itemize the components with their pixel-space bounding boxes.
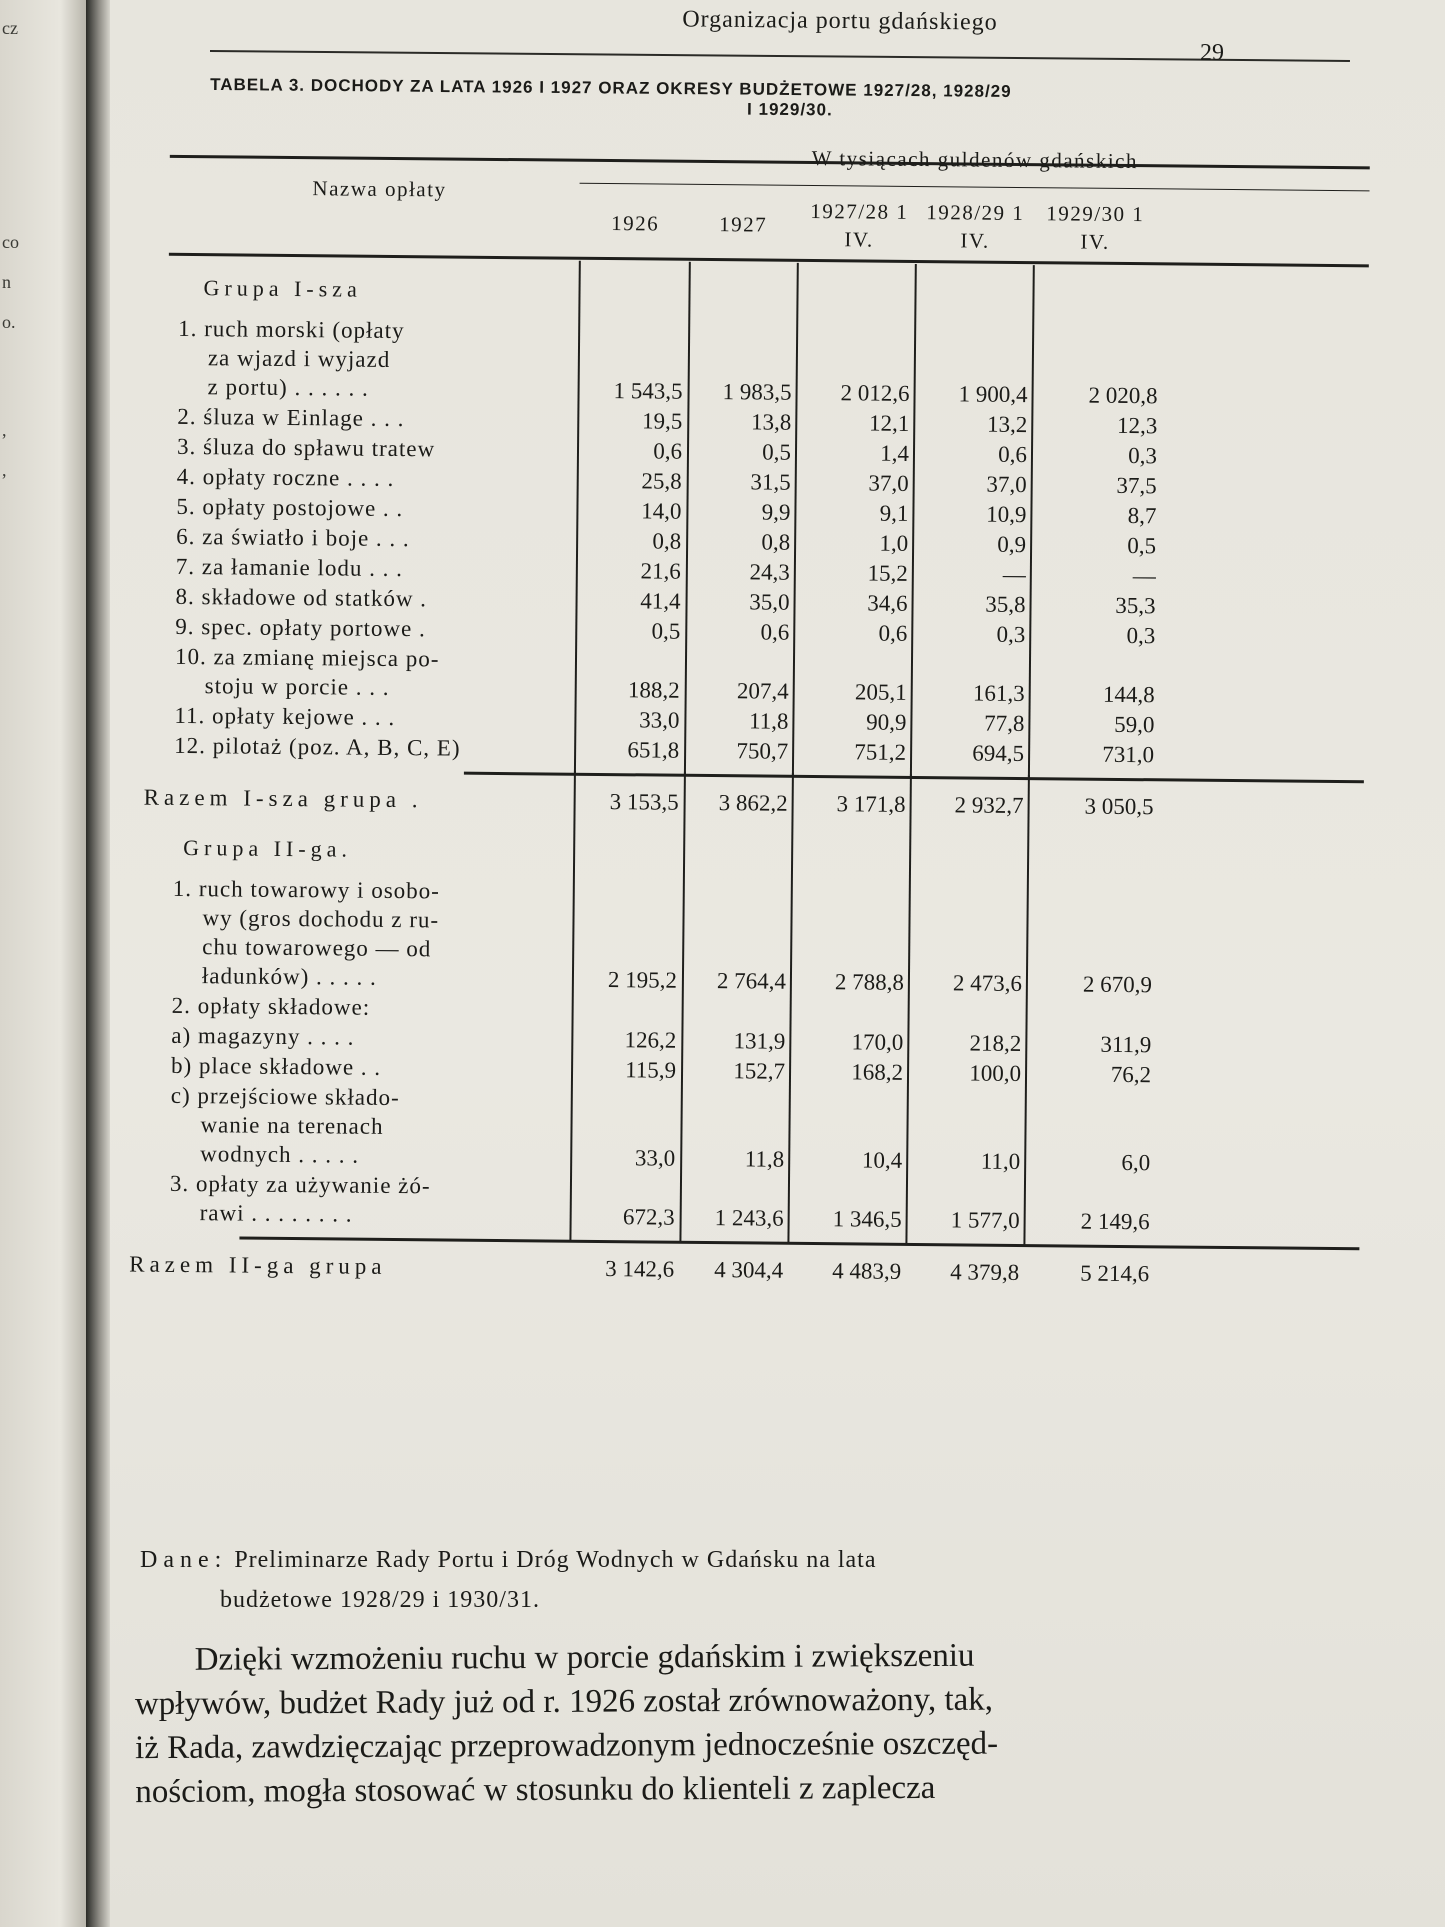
value-cell: 131,9: [733, 1028, 786, 1054]
row-label: 7. za łamanie lodu . . .: [175, 553, 404, 582]
source-label: Dane:: [140, 1547, 228, 1573]
value-cell: 11,0: [980, 1148, 1021, 1175]
value-cell: 10,9: [986, 501, 1027, 528]
value-cell: 1 983,5: [722, 379, 792, 405]
row-label: wanie na terenach: [200, 1112, 384, 1139]
value-cell: 90,9: [866, 709, 907, 735]
group1-total-value: 3 171,8: [836, 791, 906, 817]
row-label: 9. spec. opłaty portowe .: [175, 613, 426, 642]
group-title: Grupa I-sza: [203, 275, 362, 302]
row-label: za wjazd i wyjazd: [207, 345, 391, 372]
group-title: Grupa II-ga.: [183, 834, 353, 862]
group2-total-label: Razem II-ga grupa: [129, 1251, 387, 1279]
caption-line-2: I 1929/30.: [747, 99, 833, 120]
value-cell: 37,0: [986, 471, 1027, 498]
body-line: wpływów, budżet Rady już od r. 1926 został zrównoważony, tak,: [134, 1681, 994, 1723]
row-label: ładunków) . . . . .: [201, 963, 377, 990]
group2-total-value: 4 483,9: [832, 1258, 902, 1284]
row-label: z portu) . . . . . .: [207, 374, 369, 401]
row-label: 2. opłaty składowe:: [171, 992, 371, 1020]
value-cell: 750,7: [736, 738, 789, 764]
value-cell: 168,2: [851, 1059, 904, 1085]
group2-total-value: 4 379,8: [950, 1259, 1020, 1286]
value-cell: 694,5: [972, 740, 1025, 767]
value-cell: 207,4: [736, 678, 789, 704]
value-cell: 170,0: [851, 1029, 904, 1055]
value-cell: 1 900,4: [958, 381, 1028, 408]
row-label: a) magazyny . . . .: [171, 1022, 355, 1050]
value-cell: 2 788,8: [834, 969, 905, 995]
column-rule: [569, 771, 576, 1242]
row-label: 4. opłaty roczne . . . .: [176, 463, 395, 491]
value-cell: 12,3: [1116, 412, 1158, 439]
value-cell: 34,6: [867, 590, 908, 616]
left-page-fragment: ,: [2, 460, 7, 480]
caption-line-1: TABELA 3. DOCHODY ZA LATA 1926 I 1927 ORAZ OKRESY BUDŻETOWE 1927/28, 1928/29: [210, 74, 1012, 101]
head-rule: [210, 50, 1350, 62]
value-cell: 31,5: [750, 469, 791, 495]
group1-total-value: 3 862,2: [718, 790, 788, 816]
value-cell: 37,0: [868, 470, 909, 496]
header-bottom-rule: [169, 253, 1369, 268]
row-label: 8. składowe od statków .: [175, 583, 428, 612]
group1-total-value: 3 050,5: [1084, 793, 1154, 820]
source-line-1: Preliminarze Rady Portu i Dróg Wodnych w Gdańsku na lata: [234, 1547, 877, 1573]
body-line: nościom, mogła stosować w stosunku do klienteli z zaplecza: [135, 1769, 936, 1811]
value-cell: 25,8: [641, 468, 682, 494]
value-cell: 2 149,6: [1080, 1208, 1150, 1235]
header-col-1928-29: 1928/29 1 IV.: [926, 200, 1025, 253]
value-cell: 0,6: [998, 441, 1028, 468]
header-col-1927-28: 1927/28 1 IV.: [810, 198, 909, 252]
value-cell: 14,0: [641, 498, 682, 524]
value-cell: 24,3: [749, 559, 790, 585]
value-cell: 1,0: [879, 530, 909, 556]
book-page: [110, 0, 1445, 1927]
value-cell: —: [1002, 561, 1026, 588]
value-cell: 19,5: [641, 408, 683, 434]
value-cell: 76,2: [1110, 1061, 1152, 1088]
body-line: iż Rada, zawdzięczając przeprowadzonym jednocześnie oszczęd-: [135, 1725, 999, 1767]
value-cell: 152,7: [733, 1058, 786, 1084]
value-cell: 8,7: [1127, 503, 1157, 529]
value-cell: 59,0: [1114, 711, 1155, 738]
value-cell: 2 473,6: [952, 970, 1023, 997]
row-label: 5. opłaty postojowe . .: [176, 493, 404, 522]
group2-total-value: 3 142,6: [605, 1256, 675, 1282]
value-cell: 161,3: [972, 680, 1025, 707]
value-cell: 1 243,6: [714, 1205, 784, 1231]
value-cell: 0,5: [651, 618, 681, 644]
row-label: 3. śluza do spławu tratew: [176, 433, 436, 462]
left-page-fragment: n: [2, 272, 11, 292]
value-cell: 0,9: [997, 531, 1027, 558]
value-cell: 0,6: [760, 619, 790, 645]
row-label: wy (gros dochodu z ru-: [202, 905, 440, 933]
row-label: b) place składowe . .: [170, 1052, 382, 1080]
value-cell: 13,2: [986, 411, 1028, 438]
column-rule: [679, 772, 686, 1243]
group2-total-value: 4 304,4: [714, 1257, 784, 1283]
value-cell: 126,2: [624, 1027, 677, 1053]
row-label: chu towarowego — od: [202, 934, 432, 962]
value-cell: 12,1: [868, 410, 910, 436]
left-page-fragment: cz: [2, 18, 18, 38]
value-cell: 651,8: [627, 737, 680, 763]
value-cell: 11,8: [744, 1146, 785, 1172]
value-cell: 0,3: [1128, 443, 1158, 469]
header-name-col: Nazwa opłaty: [312, 176, 447, 202]
left-page-fragment: o.: [2, 312, 16, 332]
left-page-fragment: co: [2, 232, 19, 252]
value-cell: 751,2: [854, 739, 907, 765]
row-label: 10. za zmianę miejsca po-: [174, 643, 440, 672]
column-rule: [905, 774, 912, 1245]
running-head: Organizacja portu gdańskiego: [682, 6, 998, 36]
table-source-note: [140, 1540, 1320, 1620]
value-cell: 1 346,5: [832, 1206, 902, 1232]
value-cell: 0,8: [761, 529, 791, 555]
header-units: W tysiącach guldenów gdańskich: [811, 145, 1139, 174]
value-cell: 218,2: [969, 1030, 1022, 1057]
value-cell: 0,5: [1127, 533, 1157, 559]
value-cell: 0,6: [878, 620, 908, 646]
left-page-edge: [0, 0, 86, 1927]
group2-total-value: 5 214,6: [1080, 1260, 1150, 1287]
group1-total-label: Razem I-sza grupa .: [143, 784, 423, 813]
value-cell: 672,3: [622, 1204, 675, 1230]
row-label: 6. za światło i boje . . .: [176, 523, 410, 552]
value-cell: 33,0: [634, 1145, 676, 1171]
value-cell: 9,9: [761, 499, 791, 525]
row-label: stoju w porcie . . .: [204, 673, 390, 700]
group1-total-value: 2 932,7: [954, 792, 1024, 819]
header-col-1927: 1927: [719, 212, 768, 237]
value-cell: 311,9: [1100, 1031, 1152, 1058]
value-cell: 144,8: [1102, 681, 1155, 708]
body-line: Dzięki wzmożeniu ruchu w porcie gdańskim i zwiększeniu: [194, 1637, 975, 1678]
header-sub-rule: [580, 183, 1370, 192]
value-cell: 2 012,6: [840, 380, 910, 406]
value-cell: 100,0: [969, 1060, 1022, 1087]
value-cell: 41,4: [640, 588, 681, 614]
left-page-fragment: ,: [2, 420, 7, 440]
value-cell: 2 020,8: [1088, 382, 1158, 409]
value-cell: 10,4: [861, 1147, 903, 1173]
group2-total-rule: [239, 1237, 1359, 1251]
value-cell: —: [1132, 563, 1156, 589]
value-cell: 35,8: [985, 591, 1026, 618]
source-line-2: budżetowe 1928/29 i 1930/31.: [220, 1587, 540, 1613]
value-cell: 2 764,4: [716, 968, 787, 994]
value-cell: 1 543,5: [613, 378, 683, 404]
value-cell: 11,8: [748, 708, 789, 734]
value-cell: 2 670,9: [1082, 971, 1153, 998]
value-cell: 13,8: [750, 409, 792, 435]
value-cell: 15,2: [867, 560, 908, 586]
row-label: 2. śluza w Einlage . . .: [177, 403, 405, 432]
value-cell: 731,0: [1102, 741, 1155, 768]
row-label: 11. opłaty kejowe . . .: [174, 702, 396, 731]
row-label: c) przejściowe składo-: [170, 1082, 400, 1111]
row-label: 1. ruch towarowy i osobo-: [172, 875, 441, 904]
row-label: wodnych . . . . .: [200, 1141, 360, 1168]
page-number: 29: [1200, 40, 1224, 66]
value-cell: 37,5: [1116, 472, 1157, 499]
value-cell: 6,0: [1121, 1149, 1151, 1176]
value-cell: 205,1: [854, 679, 907, 705]
value-cell: 0,3: [1126, 623, 1156, 649]
table-caption: [210, 75, 1370, 125]
revenue-table: [97, 134, 1445, 1547]
value-cell: 0,6: [653, 438, 683, 464]
value-cell: 188,2: [627, 677, 680, 703]
header-col-1929-30: 1929/30 1 IV.: [1046, 201, 1145, 254]
column-rule: [1023, 775, 1030, 1246]
value-cell: 0,5: [762, 439, 792, 465]
row-label: rawi . . . . . . . .: [199, 1200, 353, 1227]
value-cell: 21,6: [640, 558, 681, 584]
value-cell: 77,8: [984, 710, 1025, 737]
body-paragraph: [135, 1632, 1326, 1814]
value-cell: 33,0: [639, 707, 680, 733]
value-cell: 115,9: [625, 1057, 677, 1083]
group1-total-rule: [464, 772, 1364, 784]
value-cell: 35,3: [1115, 592, 1156, 619]
value-cell: 2 195,2: [607, 967, 678, 993]
row-label: 3. opłaty za używanie żó-: [169, 1170, 431, 1199]
value-cell: 9,1: [879, 500, 909, 526]
row-label: 12. pilotaż (poz. A, B, C, E): [174, 732, 461, 761]
value-cell: 1 577,0: [950, 1207, 1020, 1234]
column-rule: [787, 773, 794, 1244]
value-cell: 0,8: [652, 528, 682, 554]
header-col-1926: 1926: [611, 211, 660, 236]
group1-total-value: 3 153,5: [609, 789, 679, 815]
value-cell: 1,4: [880, 440, 910, 466]
value-cell: 0,3: [996, 621, 1026, 648]
row-label: 1. ruch morski (opłaty: [178, 315, 405, 344]
value-cell: 35,0: [749, 589, 790, 615]
